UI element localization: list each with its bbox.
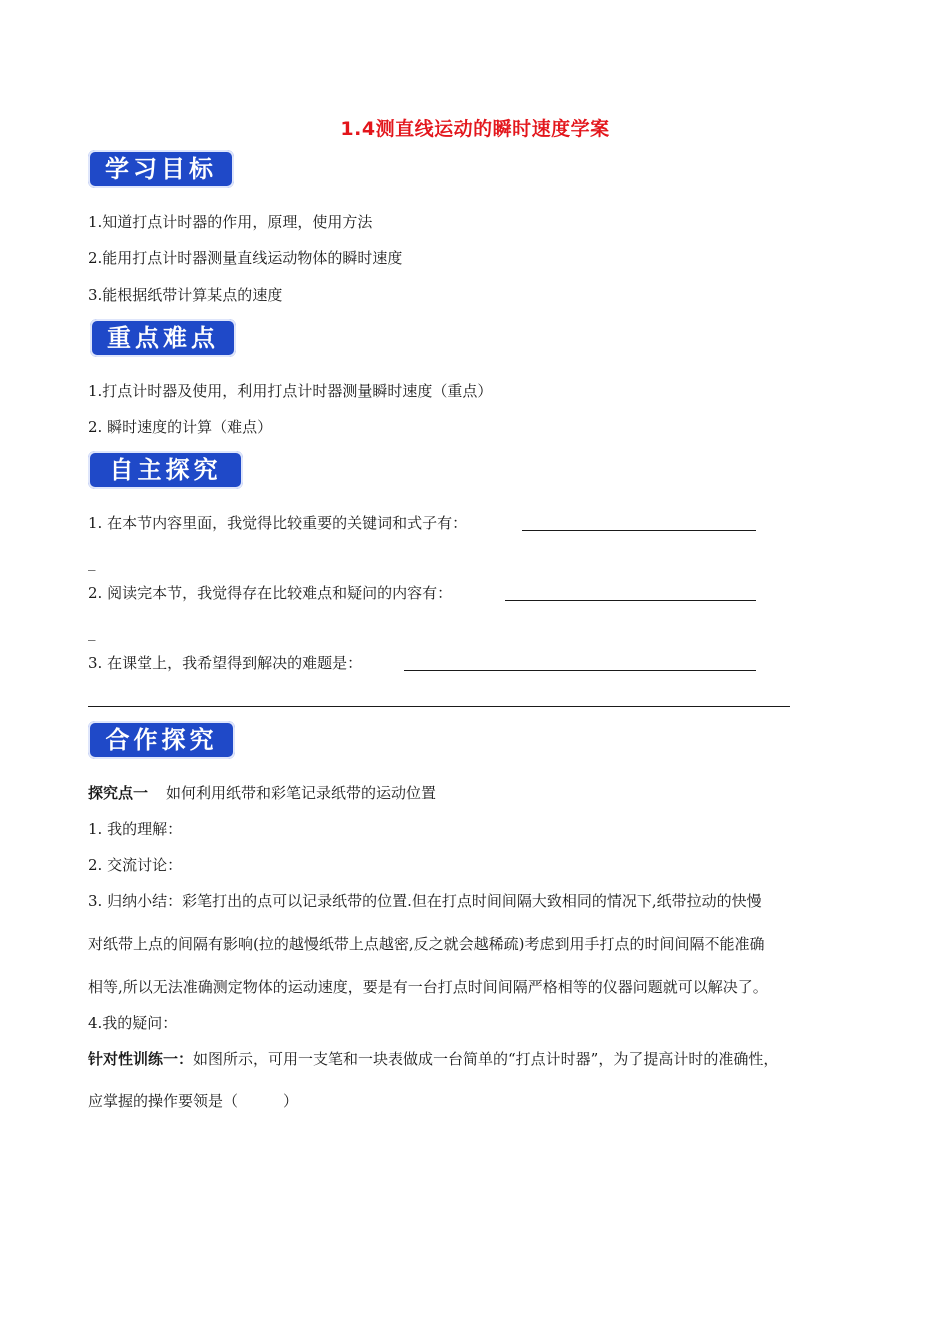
section-badge-keypoints: 重点难点	[90, 319, 236, 357]
answer-blank-1[interactable]	[522, 530, 756, 531]
cooperative-item: 2. 交流讨论：	[88, 856, 183, 874]
self-study-question-2	[88, 583, 452, 603]
keypoint-item: 2. 瞬时速度的计算（难点）	[88, 418, 273, 436]
doubt-item: 4.我的疑问：	[88, 1014, 178, 1032]
training-question-continued: 应掌握的操作要领是（ ）	[88, 1092, 299, 1110]
objective-item: 2.能用打点计时器测量直线运动物体的瞬时速度	[88, 249, 403, 267]
summary-line: 3. 归纳小结：彩笔打出的点可以记录纸带的位置.但在打点时间间隔大致相同的情况下,纸带拉动的快慢	[88, 892, 762, 910]
training-label: 针对性训练一：	[88, 1050, 194, 1068]
answer-tail: _	[88, 623, 96, 641]
answer-blank-2[interactable]	[505, 600, 756, 601]
keypoint-item: 1.打点计时器及使用，利用打点计时器测量瞬时速度（重点）	[88, 382, 493, 400]
page-title: 1.4测直线运动的瞬时速度学案	[340, 118, 610, 140]
summary-line: 对纸带上点的间隔有影响(拉的越慢纸带上点越密,反之就会越稀疏)考虑到用手打点的时间间隔不能准确	[88, 935, 765, 953]
cooperative-item: 1. 我的理解：	[88, 820, 183, 838]
answer-tail: _	[88, 553, 96, 571]
objective-item: 3.能根据纸带计算某点的速度	[88, 286, 283, 304]
question-text: 3. 在课堂上，我希望得到解决的难题是：	[88, 654, 363, 672]
self-study-question-1	[88, 513, 467, 533]
answer-blank-3-line-2[interactable]	[88, 706, 790, 707]
training-text: 如图所示，可用一支笔和一块表做成一台简单的“打点计时器”，为了提高计时的准确性，	[193, 1050, 779, 1068]
question-text: 1. 在本节内容里面，我觉得比较重要的关键词和式子有：	[88, 514, 468, 532]
question-text: 2. 阅读完本节，我觉得存在比较难点和疑问的内容有：	[88, 584, 453, 602]
answer-blank-3[interactable]	[404, 670, 756, 671]
section-badge-objectives: 学习目标	[88, 150, 234, 188]
objective-item: 1.知道打点计时器的作用，原理，使用方法	[88, 213, 373, 231]
training-question	[88, 1049, 778, 1069]
section-badge-self-study: 自主探究	[88, 451, 243, 489]
section-badge-cooperative: 合作探究	[88, 721, 235, 759]
self-study-question-3	[88, 653, 362, 673]
explore-point-text: 如何利用纸带和彩笔记录纸带的运动位置	[166, 784, 437, 802]
explore-point-heading	[88, 783, 436, 803]
explore-point-label: 探究点一	[88, 784, 149, 802]
summary-line: 相等,所以无法准确测定物体的运动速度，要是有一台打点时间间隔严格相等的仪器问题就可以解决了。	[88, 978, 768, 996]
